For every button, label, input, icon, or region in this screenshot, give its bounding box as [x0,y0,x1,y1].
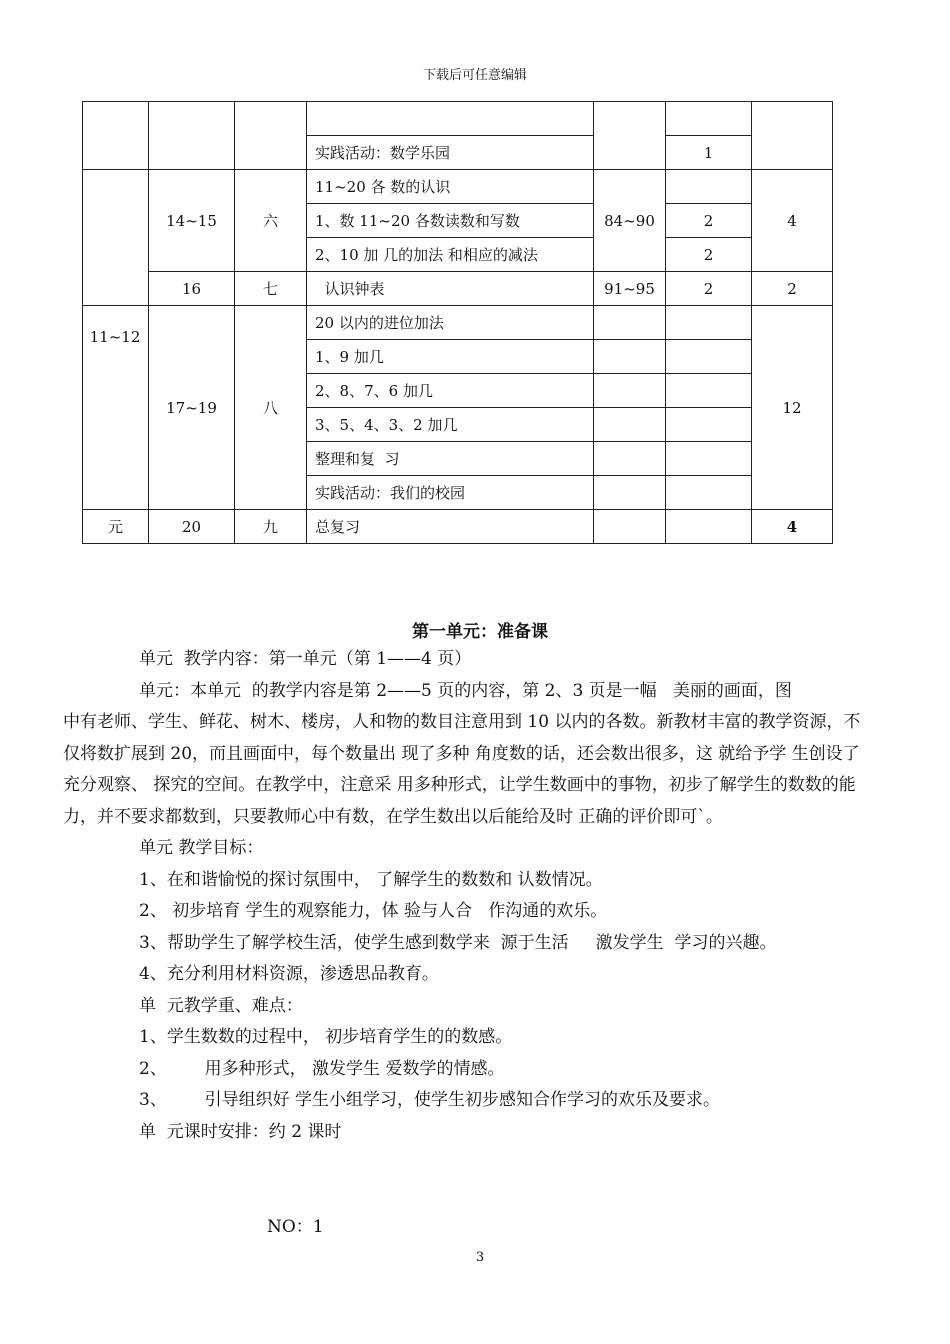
total-cell: 4 [752,510,833,544]
paragraph: 中有老师、学生、鲜花、树木、楼房，人和物的数目注意用到 10 以内的各数。新教材丰富的教学资源，不仅将数扩展到 20，而且画面中，每个数量出 现了多种 角度数的话，还会数出很多，这 就给予学 生创设了 充分观察、 探究的空间。在教学中，注意采 用多种形式，让学生数画中的事物，初步了解学生的数数的能力，并不要求都数到，只要教师心中有数，在学生数出以后能给及时 正确的评价即可`。 [63,712,861,827]
paragraph: 单元 教学内容：第一单元（第 1——4 页） [139,649,472,669]
weeks-cell: 16 [149,272,235,306]
weeks-cell: 20 [149,510,235,544]
table-cell: 2 [666,238,752,272]
table-cell [666,102,752,136]
paragraph: 单元：本单元 的教学内容是第 2——5 页的内容，第 2、3 页是一幅 美丽的画面，图 [139,680,792,701]
page-number: 3 [475,1250,485,1265]
section-title: 第一单元：准备课 [412,622,548,642]
table-row [83,170,833,204]
table-cell: 20 以内的进位加法 [307,306,594,340]
pages-cell: 91~95 [594,272,666,306]
table-cell [666,170,752,204]
goal-item: 2、 初步培育 学生的观察能力，体 验与人合 作沟通的欢乐。 [139,901,608,921]
key-points-title: 单 元教学重、难点： [139,995,303,1016]
weeks-cell: 17~19 [149,306,235,510]
table-cell: 总复习 [307,510,594,544]
total-cell: 12 [752,306,833,510]
total-cell: 4 [752,170,833,272]
table-row [83,510,833,544]
table-cell: 3、5、4、3、2 加几 [307,408,594,442]
table-row [83,272,833,306]
schedule-line: 单 元课时安排：约 2 课时 [139,1121,342,1142]
unit-cell: 六 [235,170,307,272]
table-cell: 实践活动：数学乐园 [307,136,594,170]
key-point-item: 3、 引导组织好 学生小组学习，使学生初步感知合作学习的欢乐及要求。 [139,1090,721,1110]
table-row [83,102,833,136]
table-cell: 2 [666,204,752,238]
weeks-cell: 14~15 [149,170,235,272]
table-cell: 2、10 加 几的加法 和相应的减法 [307,238,594,272]
unit-cell: 九 [235,510,307,544]
table-cell: 实践活动：我们的校园 [307,476,594,510]
table-cell: 1、数 11~20 各数读数和写数 [307,204,594,238]
table-cell: 认识钟表 [307,272,594,306]
table-cell: 2、8、7、6 加几 [307,374,594,408]
key-point-item: 1、学生数数的过程中， 初步培育学生的的数感。 [139,1027,513,1047]
goals-title: 单元 教学目标： [139,838,264,858]
unit-cell: 八 [235,306,307,510]
page-header: 下载后可任意编辑 [422,68,527,83]
table-cell: 2 [666,272,752,306]
table-cell: 1、9 加几 [307,340,594,374]
unit-description [63,644,869,1148]
total-cell: 2 [752,272,833,306]
table-cell: 11~20 各 数的认识 [307,170,594,204]
schedule-table [82,101,833,544]
unit-cell: 七 [235,272,307,306]
goal-item: 4、充分利用材料资源，渗透思品教育。 [139,964,439,984]
goal-item: 1、在和谐愉悦的探讨氛围中， 了解学生的数数和 认数情况。 [139,869,603,890]
lesson-number: NO：1 [267,1217,324,1237]
goal-item: 3、帮助学生了解学校生活，使学生感到数学来 源于生活 激发学生 学习的兴趣。 [139,932,777,953]
month-label: 11~12 [89,328,141,346]
month-cell: 元 [83,510,149,544]
table-cell: 1 [666,136,752,170]
table-row [83,306,833,340]
pages-cell: 84~90 [594,170,666,272]
table-cell: 整理和复 习 [307,442,594,476]
key-point-item: 2、 用多种形式， 激发学生 爱数学的情感。 [139,1058,505,1079]
table-cell [307,102,594,136]
